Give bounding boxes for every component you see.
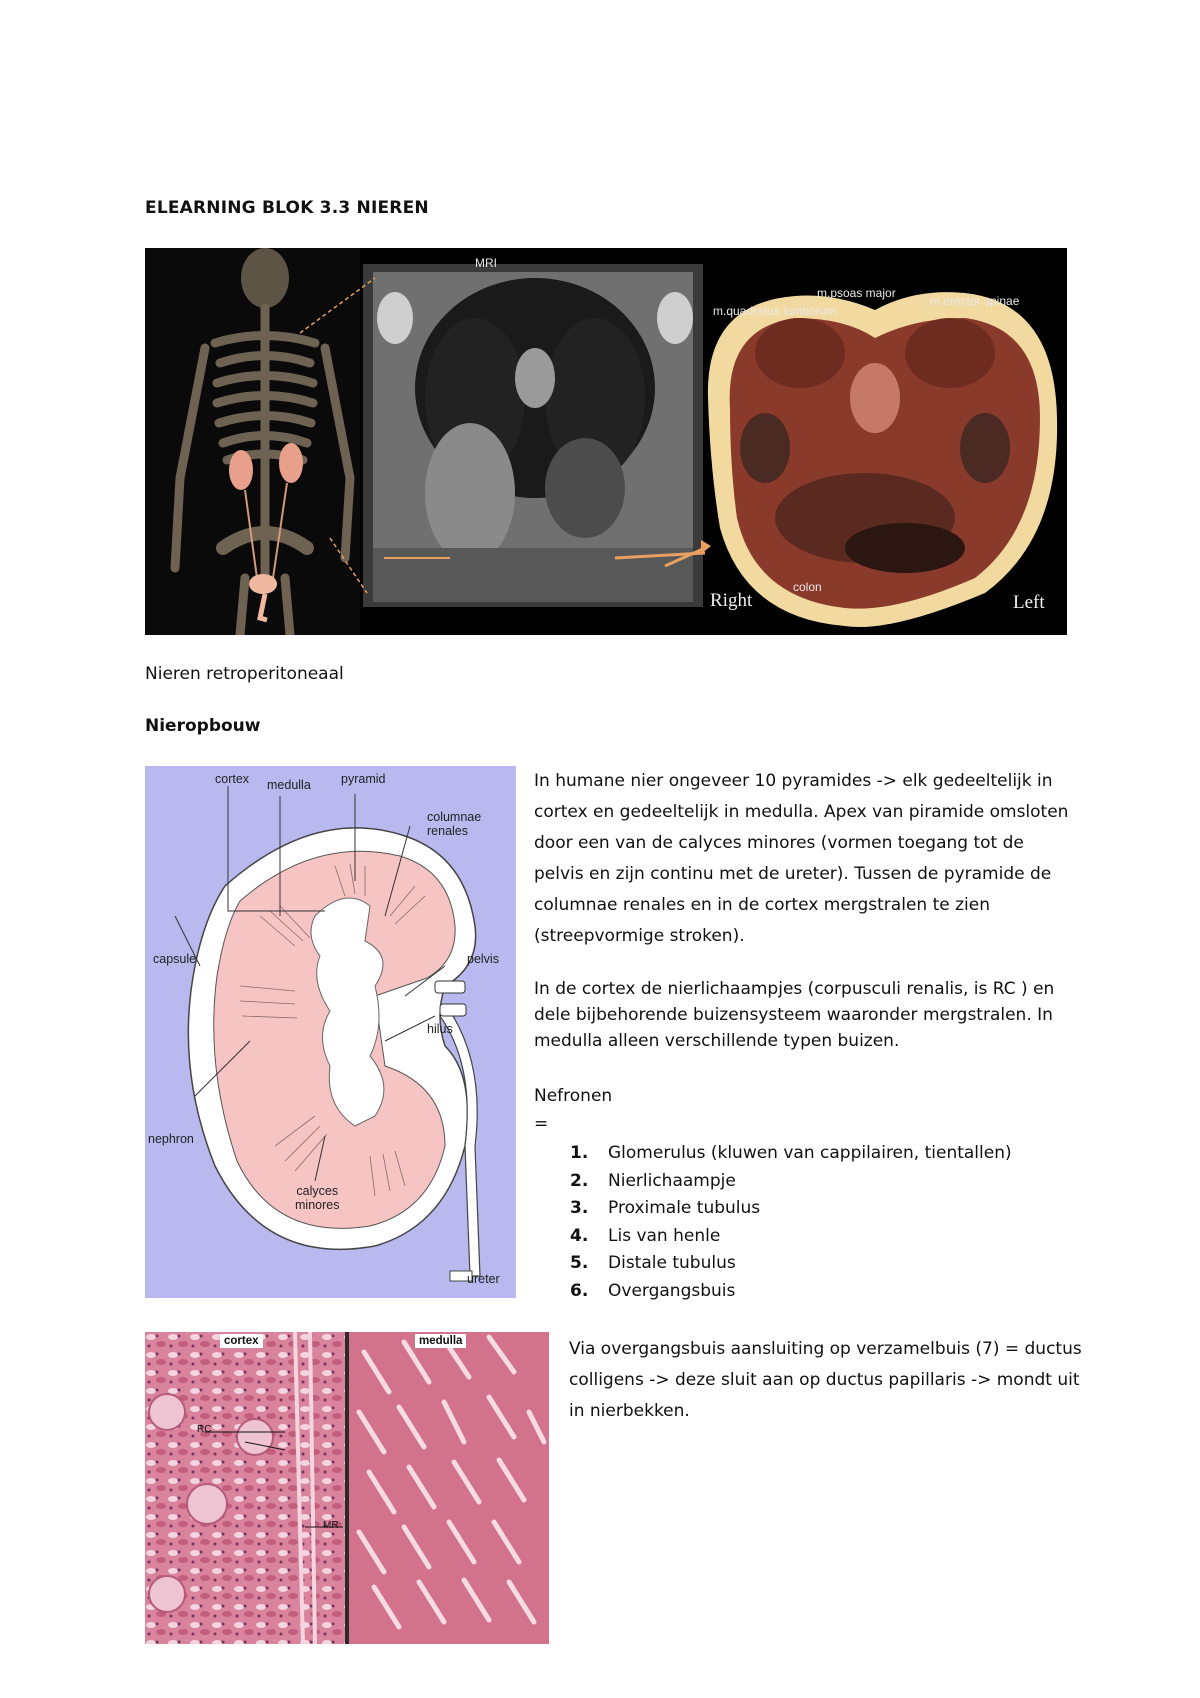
erector-label: m.erector spinae [930, 294, 1020, 308]
equals-sign: = [534, 1114, 549, 1134]
hilus-label: hilus [427, 1022, 453, 1036]
capsule-label: capsule [153, 952, 197, 966]
left-kidney-shape [229, 450, 253, 490]
cortex-label: cortex [215, 772, 250, 786]
psoas-label: m.psoas major [817, 286, 896, 300]
mri-label: MRI [475, 256, 497, 270]
cortex-histology-image [145, 1332, 345, 1644]
nefronen-list [570, 1140, 1012, 1305]
medulla-histology-image [349, 1332, 549, 1644]
medulla-tag: medulla [415, 1334, 466, 1348]
columnae-renales-label: columnae renales [427, 810, 482, 838]
paragraph-pyramids: In humane nier ongeveer 10 pyramides -> elk gedeeltelijk in cortex en gedeeltelijk in medulla. Apex van piramide omsloten door een van de calyces minores (vormen toegang tot de pelvis en zijn continu met de ureter). Tussen de pyramide de columnae renales en in de cortex mergstralen te zien (streepvormige stroken). [534, 771, 1069, 946]
colon-label: colon [793, 580, 822, 594]
calyces-minores-label: calyces minores [295, 1184, 340, 1212]
kidney-location-figure [145, 248, 1067, 635]
pyramid-label: pyramid [341, 772, 386, 786]
rc-marker: RC [197, 1424, 212, 1435]
list-item: 4. Lis van henle [570, 1225, 721, 1246]
nephron-label: nephron [148, 1132, 194, 1146]
nefronen-heading: Nefronen [534, 1086, 613, 1106]
list-item: 2. Nierlichaampje [570, 1170, 736, 1191]
medulla-label: medulla [267, 778, 311, 792]
quadratus-label: m.quadratus lumborum [713, 304, 837, 318]
subtitle-text: Nieren retroperitoneaal [145, 664, 344, 684]
right-kidney-shape [279, 443, 303, 483]
mr-marker: MR [323, 1520, 339, 1531]
kidney-structure-diagram [145, 766, 516, 1298]
list-item: 5. Distale tubulus [570, 1253, 736, 1273]
kidney-illustration [145, 766, 516, 1298]
paragraph-cortex: In de cortex de nierlichaampjes (corpusculi renalis, is RC ) en dele bijbehorende buizensysteem waaronder mergstralen. In medulla alleen verschillende typen buizen. [534, 979, 1055, 1051]
histology-figure [145, 1332, 549, 1644]
cortex-tag: cortex [220, 1334, 263, 1348]
right-label: Right [710, 590, 753, 611]
section-heading: Nieropbouw [145, 716, 261, 736]
list-item: 3. Proximale tubulus [570, 1198, 761, 1218]
paragraph-verzamelbuis: Via overgangsbuis aansluiting op verzamelbuis (7) = ductus colligens -> deze sluit aan op ductus papillaris -> mondt uit in nierbekken. [569, 1339, 1082, 1421]
left-label: Left [1013, 592, 1045, 613]
pelvis-label: pelvis [467, 952, 499, 966]
list-item: 1. Glomerulus (kluwen van cappilairen, tientallen) [570, 1143, 1012, 1163]
list-item: 6. Overgangsbuis [570, 1280, 736, 1301]
ureter-label: ureter [467, 1272, 500, 1286]
kidney-location-illustration [145, 248, 1067, 635]
document-title: ELEARNING BLOK 3.3 NIEREN [145, 198, 429, 218]
